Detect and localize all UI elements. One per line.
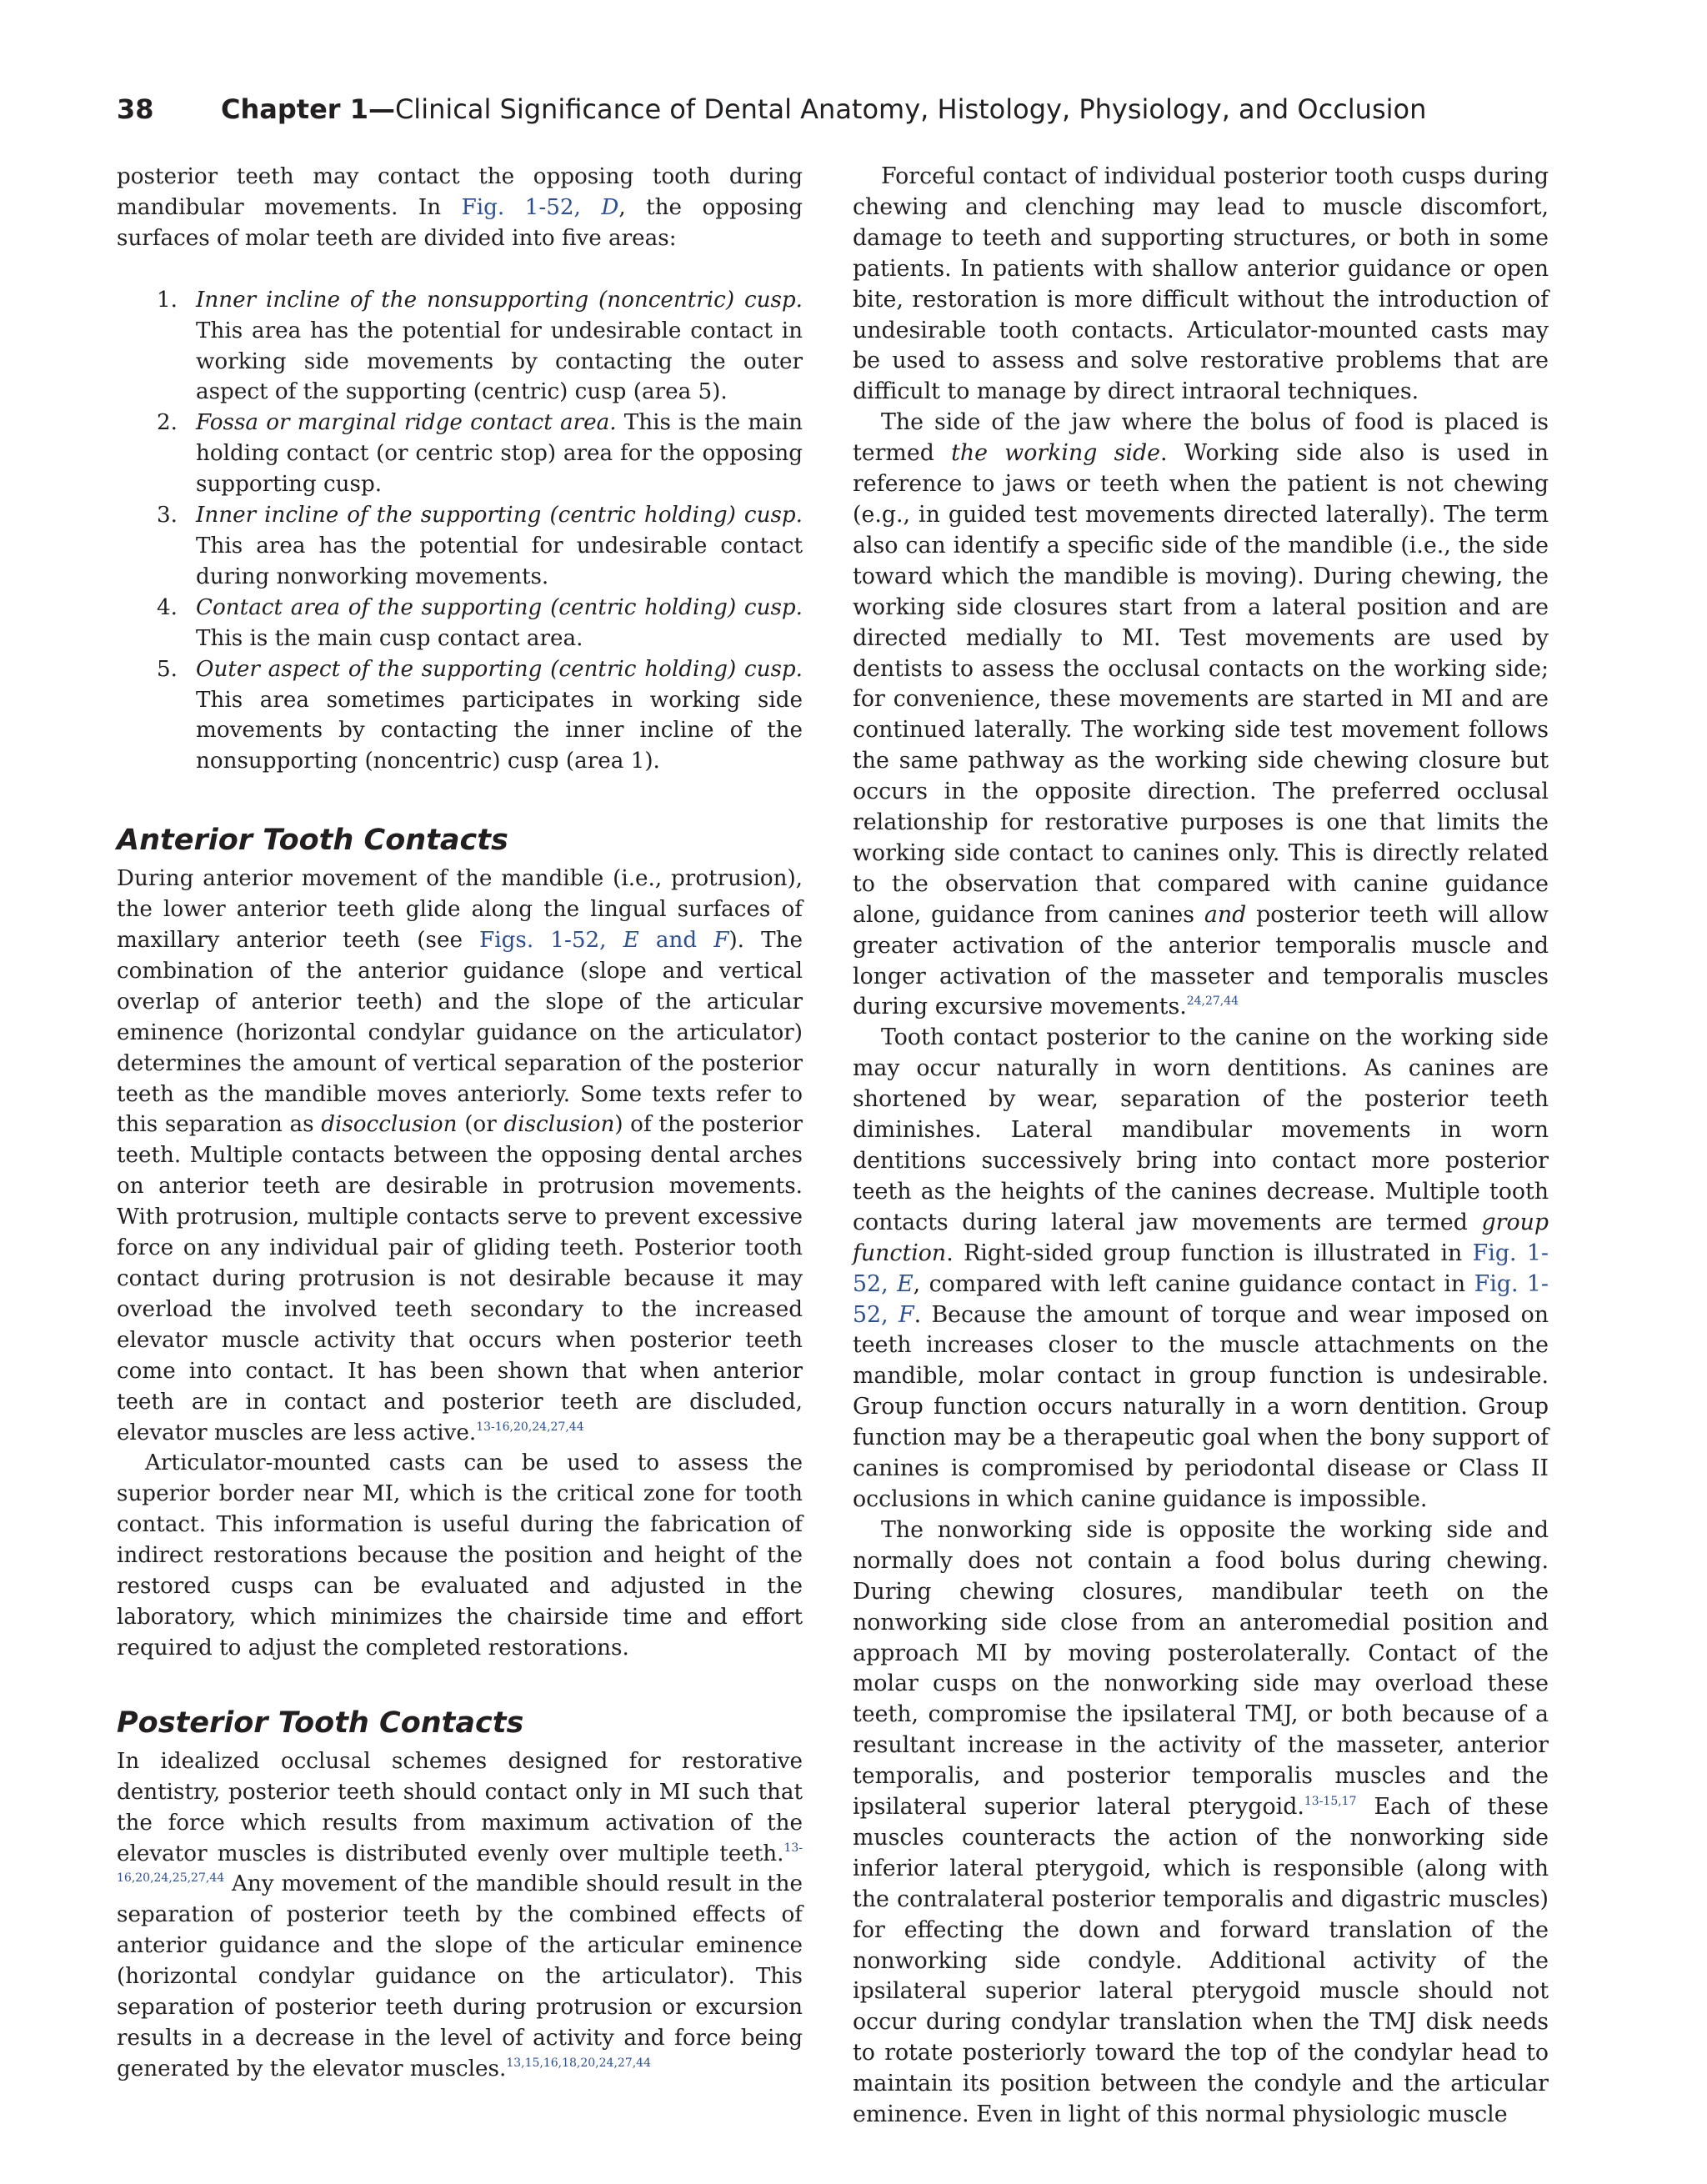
list-item-body: This area sometimes participates in working side movements by contacting the inner incline of the nonsupporting (noncentric) cusp (area 1). xyxy=(196,687,803,774)
text-run: Each of these muscles counteracts the action of the nonworking side inferior lateral pterygoid, which is responsible (along with the contralateral posterior temporalis and digastric muscles) for effecting the down and forward translation of the nonworking side condyle. Additional activity of the ipsilateral superior lateral pterygoid muscle should not occur during condylar translation when the TMJ disk needs to rotate posteriorly toward the top of the condylar head to maintain its position between the condyle and the articular eminence. Even in light of this normal physiologic muscle xyxy=(853,1794,1549,2128)
section-heading-posterior: Posterior Tooth Contacts xyxy=(117,1706,524,1740)
reference-citation[interactable]: 13-16,20,24,27,44 xyxy=(476,1420,584,1434)
list-item-title: Contact area of the supporting (centric holding) cusp. xyxy=(196,594,803,620)
intro-paragraph xyxy=(117,162,803,254)
text-run: . Because the amount of torque and wear imposed on teeth increases closer to the muscle attachments on the mandible, molar contact in group function is undesirable. Group function occurs naturally in a worn dentition. Group function may be a therapeutic goal when the bony support of canines is compromised by periodontal disease or Class II occlusions in which canine guidance is impossible. xyxy=(853,1301,1549,1512)
figure-part-link[interactable]: E xyxy=(623,928,639,954)
text-run: , the opposing surfaces of molar teeth are divided into five areas: xyxy=(117,194,803,251)
list-number: 2. xyxy=(157,410,178,436)
right-paragraph-1: Forceful contact of individual posterior tooth cusps during chewing and clenching may lead to muscle discomfort, damage to teeth and supporting structures, or both in some patients. In patients with shallow anterior guidance or open bite, restoration is more difficult without the introduction of undesirable tooth contacts. Articulator-mounted casts may be used to assess and solve restorative problems that are difficult to manage by direct intraoral techniques. xyxy=(853,163,1549,405)
figure-link[interactable]: Fig. 1-52, xyxy=(853,1240,1549,1297)
text-run: In idealized occlusal schemes designed for restorative dentistry, posterior teeth should contact only in MI such that the force which results from maximum activation of the elevator muscles is distributed evenly over multiple teeth. xyxy=(117,1748,803,1866)
list-number: 4. xyxy=(157,594,178,620)
figure-link[interactable]: Figs. 1-52, xyxy=(479,928,607,954)
text-run xyxy=(889,1302,899,1328)
reference-citation[interactable]: 13,15,16,18,20,24,27,44 xyxy=(506,2056,651,2070)
text-run xyxy=(606,928,623,953)
figure-part-link[interactable]: D xyxy=(601,194,619,220)
left-column xyxy=(117,162,803,2085)
text-run: . Right-sided group function is illustrated in xyxy=(946,1240,1473,1266)
figure-part-link[interactable]: F xyxy=(899,1301,914,1328)
term-working-side: the working side xyxy=(951,440,1161,467)
text-run: posterior teeth may contact the opposing tooth during mandibular movements. In xyxy=(117,164,803,220)
running-header xyxy=(117,93,1426,135)
posterior-paragraph-1 xyxy=(117,1746,803,2085)
text-run xyxy=(581,195,601,220)
right-paragraph-4 xyxy=(853,1515,1549,2131)
right-paragraph-3 xyxy=(853,1023,1549,1515)
reference-citation[interactable]: 24,27,44 xyxy=(1186,994,1239,1009)
anterior-paragraph-1 xyxy=(117,864,803,1448)
text-run: . Working side also is used in reference to jaws or teeth when the patient is not chewing (e.g., in guided test movements directed laterally). The term also can identify a specific side of the mandible (i.e., the side toward which the mandible is moving). During chewing, the working side closures start from a lateral position and are directed medially to MI. Test movements are used by dentists to assess the occlusal contacts on the working side; for convenience, these movements are started in MI and are continued laterally. The working side test movement follows the same pathway as the working side chewing closure but occurs in the opposite direction. The preferred occlusal relationship for restorative purposes is one that limits the working side contact to canines only. This is directly related to the observation that compared with canine guidance alone, guidance from canines xyxy=(853,440,1549,928)
text-run xyxy=(889,1271,897,1297)
chapter-label: Chapter 1— xyxy=(221,93,395,125)
text-run: (or xyxy=(457,1112,504,1138)
text-run: ). The combination of the anterior guidance (slope and vertical overlap of anterior teeth) and the slope of the articular eminence (horizontal condylar guidance on the articulator) determines the amount of vertical separation of the posterior teeth as the mandible moves anteriorly. Some texts refer to this separation as xyxy=(117,928,803,1138)
term-group-function: group function xyxy=(853,1209,1549,1266)
reference-citation[interactable]: 13-16,20,24,25,27,44 xyxy=(117,1841,803,1886)
figure-link[interactable]: Fig. 1-52, xyxy=(853,1270,1549,1328)
list-item-title: Inner incline of the nonsupporting (noncentric) cusp. xyxy=(196,287,803,313)
list-number: 5. xyxy=(157,656,178,682)
text-run: Any movement of the mandible should result in the separation of posterior teeth by the combined effects of anterior guidance and the slope of the articular eminence (horizontal condylar guidance on the articulator). This separation of posterior teeth during protrusion or excursion results in a decrease in the level of activity and force being generated by the elevator muscles. xyxy=(117,1871,803,2081)
page-number: 38 xyxy=(117,93,154,125)
list-number: 3. xyxy=(157,503,178,528)
contact-areas-list xyxy=(117,285,803,778)
list-item xyxy=(117,285,803,408)
term-disocclusion: disocclusion xyxy=(321,1112,458,1138)
chapter-title: Clinical Significance of Dental Anatomy, Histology, Physiology, and Occlusion xyxy=(394,93,1427,125)
figure-part-link[interactable]: F xyxy=(713,928,729,954)
list-item-body: This is the main holding contact (or centric stop) area for the opposing supporting cusp. xyxy=(196,410,803,498)
list-item-title: Outer aspect of the supporting (centric holding) cusp. xyxy=(196,656,803,682)
list-item-title: Inner incline of the supporting (centric holding) cusp. xyxy=(196,503,803,528)
figure-link-and[interactable]: and xyxy=(638,928,714,954)
right-column xyxy=(853,162,1549,2131)
reference-citation[interactable]: 13-15,17 xyxy=(1304,1795,1357,1809)
list-item xyxy=(117,500,803,593)
list-item-title: Fossa or marginal ridge contact area. xyxy=(196,410,617,436)
text-run: , compared with left canine guidance contact in xyxy=(913,1270,1474,1297)
list-number: 1. xyxy=(157,287,178,313)
text-run: ) of the posterior teeth. Multiple contacts between the opposing dental arches on anterior teeth are desirable in protrusion movements. With protrusion, multiple contacts serve to prevent excessive force on any individual pair of gliding teeth. Posterior tooth contact during protrusion is not desirable because it may overload the involved teeth secondary to the increased elevator muscle activity that occurs when posterior teeth come into contact. It has been shown that when anterior teeth are in contact and posterior teeth are discluded, elevator muscles are less active. xyxy=(117,1112,803,1445)
text-run: During anterior movement of the mandible (i.e., protrusion), the lower anterior teeth glide along the lingual surfaces of maxillary anterior teeth (see xyxy=(117,866,803,954)
figure-part-link[interactable]: E xyxy=(897,1270,914,1297)
section-heading-anterior: Anterior Tooth Contacts xyxy=(117,824,508,858)
emphasis-and: and xyxy=(1204,901,1247,928)
list-item xyxy=(117,654,803,778)
text-run: posterior teeth will allow greater activation of the anterior temporalis muscle and longer activation of the masseter and temporalis muscles during excursive movements. xyxy=(853,901,1549,1020)
list-item-body: This area has the potential for undesirable contact during nonworking movements. xyxy=(196,533,803,589)
text-run: The side of the jaw where the bolus of food is placed is termed xyxy=(853,409,1549,467)
term-disclusion: disclusion xyxy=(503,1112,615,1138)
text-run: Tooth contact posterior to the canine on the working side may occur naturally in worn dentitions. As canines are shortened by wear, separation of the posterior teeth diminishes. Lateral mandibular movements in worn dentitions successively bring into contact more posterior teeth as the heights of the canines decrease. Multiple tooth contacts during lateral jaw movements are termed xyxy=(853,1024,1549,1235)
list-item xyxy=(117,408,803,500)
list-item xyxy=(117,593,803,654)
figure-link[interactable]: Fig. 1-52, xyxy=(461,194,581,220)
anterior-paragraph-2: Articulator-mounted casts can be used to assess the superior border near MI, which is the critical zone for tooth contact. This information is useful during the fabrication of indirect restorations because the position and height of the restored cusps can be evaluated and adjusted in the laboratory, which minimizes the chairside time and effort required to adjust the completed restorations. xyxy=(117,1450,803,1661)
text-run: The nonworking side is opposite the working side and normally does not contain a food bolus during chewing. During chewing closures, mandibular teeth on the nonworking side close from an anteromedial position and approach MI by moving posterolaterally. Contact of the molar cusps on the nonworking side may overload these teeth, compromise the ipsilateral TMJ, or both because of a resultant increase in the activity of the masseter, anterior temporalis, and posterior temporalis muscles and the ipsilateral superior lateral pterygoid. xyxy=(853,1516,1549,1821)
right-paragraph-2 xyxy=(853,408,1549,1023)
list-item-body: This is the main cusp contact area. xyxy=(196,625,583,651)
list-item-body: This area has the potential for undesirable contact in working side movements by contacting the outer aspect of the supporting (centric) cusp (area 5). xyxy=(196,318,803,405)
